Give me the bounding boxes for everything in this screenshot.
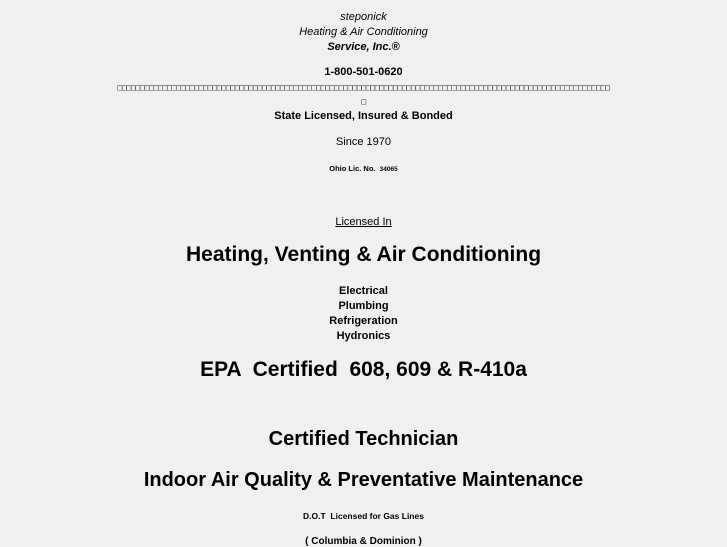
licensed-item-electrical: Electrical — [339, 285, 388, 297]
licensed-item-refrigeration: Refrigeration — [329, 315, 398, 327]
company-name: steponick — [340, 11, 387, 23]
licensed-in-label: Licensed In — [335, 216, 392, 228]
licensed-item-plumbing: Plumbing — [338, 300, 389, 312]
ohio-license-number: 34065 — [379, 166, 398, 173]
company-service: Service, Inc.® — [327, 41, 400, 53]
licensed-in-main: Heating, Venting & Air Conditioning — [185, 243, 542, 266]
placeholder-glyph: □ — [361, 97, 366, 106]
epa-certification: EPA Certified 608, 609 & R-410a — [200, 358, 527, 381]
since-text: Since 1970 — [335, 136, 392, 148]
gas-utilities: ( Columbia & Dominion ) — [305, 536, 422, 547]
licensed-item-hydronics: Hydronics — [336, 330, 391, 342]
phone-number: 1-800-501-0620 — [324, 66, 403, 78]
ohio-license-prefix: Ohio Lic. No. — [329, 164, 376, 173]
dot-license: D.O.T Licensed for Gas Lines — [303, 511, 424, 521]
licensed-insured-text: State Licensed, Insured & Bonded — [274, 110, 453, 122]
company-tagline: Heating & Air Conditioning — [299, 26, 428, 38]
placeholder-glyph-row: □□□□□□□□□□□□□□□□□□□□□□□□□□□□□□□□□□□□□□□□□□□□□□□□□□□□□□□□□□□□□□□□□□□□□□□□□□□□□□□□□□□□□□□□□□□□□□□□□□□□□□□□□□□□□ — [117, 83, 610, 92]
ohio-license — [0, 164, 727, 173]
indoor-air-quality: Indoor Air Quality & Preventative Maintenance — [143, 469, 584, 491]
certified-technician: Certified Technician — [268, 428, 459, 450]
